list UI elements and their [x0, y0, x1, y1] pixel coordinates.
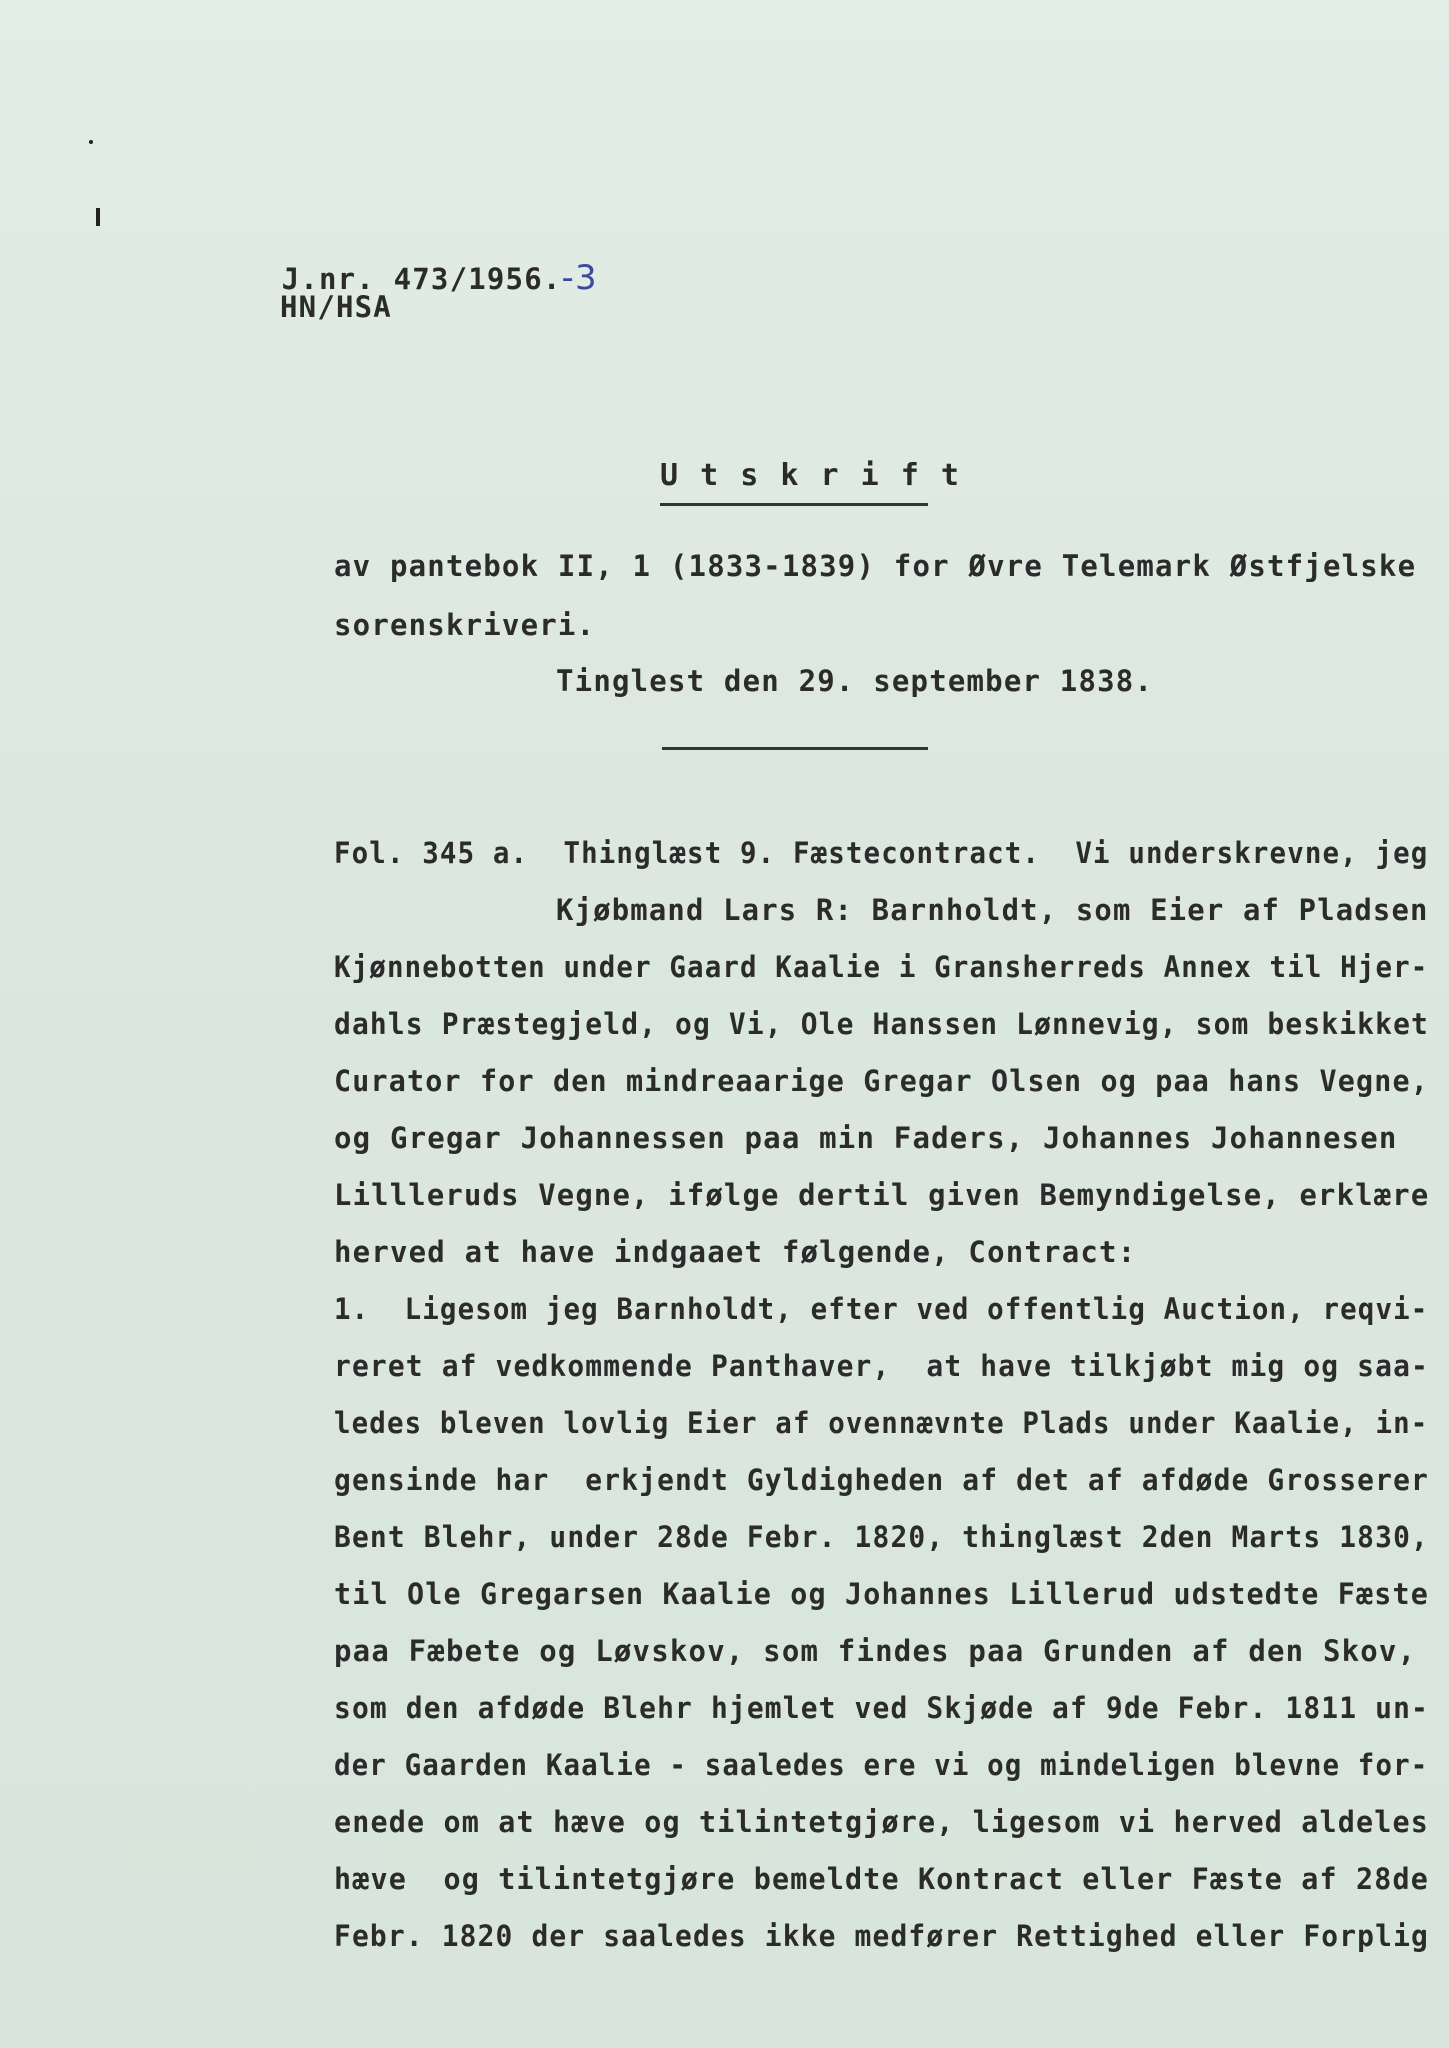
body-line: hæve og tilintetgjøre bemeldte Kontract eller Fæste af 28de [334, 1862, 1429, 1896]
body-line: Kjøbmand Lars R: Barnholdt, som Eier af Pladsen [556, 893, 1429, 927]
body-line: og Gregar Johannessen paa min Faders, Johannes Johannesen [334, 1121, 1398, 1155]
scan-dot-mark [89, 140, 93, 144]
body-line: paa Fæbete og Løvskov, som findes paa Grunden af den Skov, [334, 1634, 1417, 1668]
document-title: U t s k r i f t [660, 458, 961, 493]
body-line: som den afdøde Blehr hjemlet ved Skjøde af 9de Febr. 1811 un- [334, 1691, 1429, 1725]
intro-line-2: sorenskriveri. [334, 608, 596, 642]
body-line: dahls Præstegjeld, og Vi, Ole Hanssen Lønnevig, som beskikket [334, 1007, 1429, 1041]
intro-line-1: av pantebok II, 1 (1833-1839) for Øvre Telemark Østfjelske [334, 549, 1417, 583]
body-line: gensinde har erkjendt Gyldigheden af det af afdøde Grosserer [334, 1463, 1429, 1497]
body-line: Curator for den mindreaarige Gregar Olsen og paa hans Vegne, [334, 1064, 1429, 1098]
body-line: herved at have indgaaet følgende, Contract: [334, 1235, 1137, 1269]
journal-suffix-handwritten: -3 [561, 258, 598, 298]
body-line: Lillleruds Vegne, ifølge dertil given Bemyndigelse, erklære [334, 1178, 1430, 1212]
section-divider [662, 747, 928, 750]
intro-line-3: Tinglest den 29. september 1838. [556, 664, 1154, 698]
initials: HN/HSA [280, 290, 392, 324]
body-line: 1. Ligesom jeg Barnholdt, efter ved offentlig Auction, reqvi- [334, 1292, 1429, 1326]
journal-number-text: J.nr. 473/1956. [281, 262, 562, 296]
body-line: ledes bleven lovlig Eier af ovennævnte Plads under Kaalie, in- [334, 1406, 1429, 1440]
body-line: Kjønnebotten under Gaard Kaalie i Gransherreds Annex til Hjer- [334, 950, 1429, 984]
title-underline [660, 503, 928, 506]
scan-tick-mark [96, 208, 100, 226]
journal-number [207, 227, 598, 330]
body-line: Fol. 345 a. Thinglæst 9. Fæstecontract. Vi underskrevne, jeg [334, 836, 1429, 870]
body-line: Bent Blehr, under 28de Febr. 1820, thinglæst 2den Marts 1830, [334, 1520, 1429, 1554]
body-line: til Ole Gregarsen Kaalie og Johannes Lillerud udstedte Fæste [334, 1577, 1429, 1611]
body-line: enede om at hæve og tilintetgjøre, ligesom vi herved aldeles [334, 1805, 1429, 1839]
body-line: reret af vedkommende Panthaver, at have tilkjøbt mig og saa- [334, 1349, 1429, 1383]
body-line: der Gaarden Kaalie - saaledes ere vi og mindeligen blevne for- [334, 1748, 1429, 1782]
body-line: Febr. 1820 der saaledes ikke medfører Rettighed eller Forplig [334, 1919, 1429, 1953]
